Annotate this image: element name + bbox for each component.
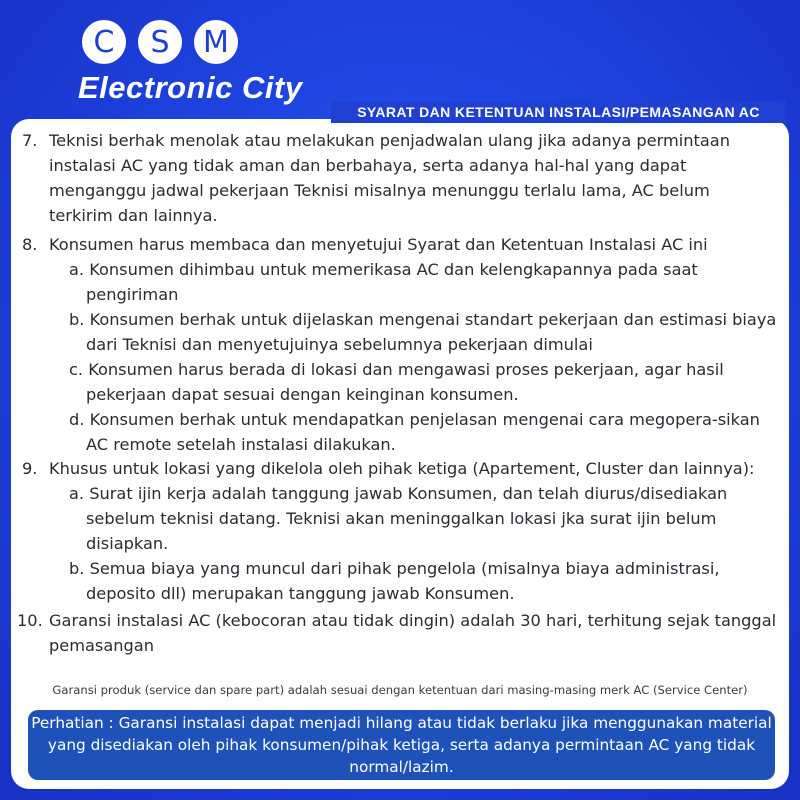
term-number: 7. — [22, 131, 38, 150]
term-item-9 — [22, 456, 777, 606]
term-text: Khusus untuk lokasi yang dikelola oleh pihak ketiga (Apartement, Cluster dan lainnya): — [49, 459, 755, 478]
term-subitem-a: a. Konsumen dihimbau untuk memerikasa AC dan kelengkapannya pada saat pengiriman — [69, 260, 698, 304]
logo-letter-c: C — [82, 20, 126, 64]
term-number: 8. — [22, 235, 38, 254]
term-text: Konsumen harus membaca dan menyetujui Syarat dan Ketentuan Instalasi AC ini — [49, 235, 708, 254]
term-item-8 — [22, 232, 777, 457]
warranty-footnote: Garansi produk (service dan spare part) adalah sesuai dengan ketentuan dari masing-masing merk AC (Service Center) — [52, 683, 748, 697]
term-text: Teknisi berhak menolak atau melakukan penjadwalan ulang jika adanya permintaan instalasi AC yang tidak aman dan berbahaya, serta adanya hal-hal yang dapat menganggu jadwal pekerjaan Teknisi misalnya menunggu terlalu lama, AC belum terkirim dan lainnya. — [49, 131, 730, 225]
term-number: 9. — [22, 459, 38, 478]
brand-name: Electronic City — [78, 70, 303, 105]
brand-logo — [78, 20, 308, 106]
logo-letter-row — [82, 20, 308, 64]
term-subitem-d: d. Konsumen berhak untuk mendapatkan penjelasan mengenai cara megopera-sikan AC remote setelah instalasi dilakukan. — [69, 410, 760, 454]
term-text: Garansi instalasi AC (kebocoran atau tidak dingin) adalah 30 hari, terhitung sejak tanggal pemasangan — [49, 611, 777, 655]
terms-card — [11, 119, 789, 789]
warning-notice: Perhatian : Garansi instalasi dapat menjadi hilang atau tidak berlaku jika menggunakan material yang disediakan oleh pihak konsumen/pihak ketiga, serta adanya permintaan AC yang tidak normal/lazim. — [28, 710, 775, 780]
term-item-7 — [22, 128, 777, 228]
term-item-10 — [17, 608, 777, 658]
term-subitem-a: a. Surat ijin kerja adalah tanggung jawab Konsumen, dan telah diurus/disediakan sebelum teknisi datang. Teknisi akan meninggalkan lokasi jka surat ijin belum disiapkan. — [69, 484, 728, 553]
logo-letter-m: M — [194, 20, 238, 64]
term-subitem-c: c. Konsumen harus berada di lokasi dan mengawasi proses pekerjaan, agar hasil pekerjaan dapat sesuai dengan keinginan konsumen. — [69, 360, 724, 404]
logo-letter-s: S — [138, 20, 182, 64]
term-number: 10. — [17, 611, 43, 630]
term-subitem-b: b. Konsumen berhak untuk dijelaskan mengenai standart pekerjaan dan estimasi biaya dari Teknisi dan menyetujuinya sebelumnya pekerjaan dimulai — [69, 310, 777, 354]
page-title: SYARAT DAN KETENTUAN INSTALASI/PEMASANGAN AC — [331, 101, 786, 123]
term-subitem-b: b. Semua biaya yang muncul dari pihak pengelola (misalnya biaya administrasi, deposito dll) merupakan tanggung jawab Konsumen. — [69, 559, 720, 603]
